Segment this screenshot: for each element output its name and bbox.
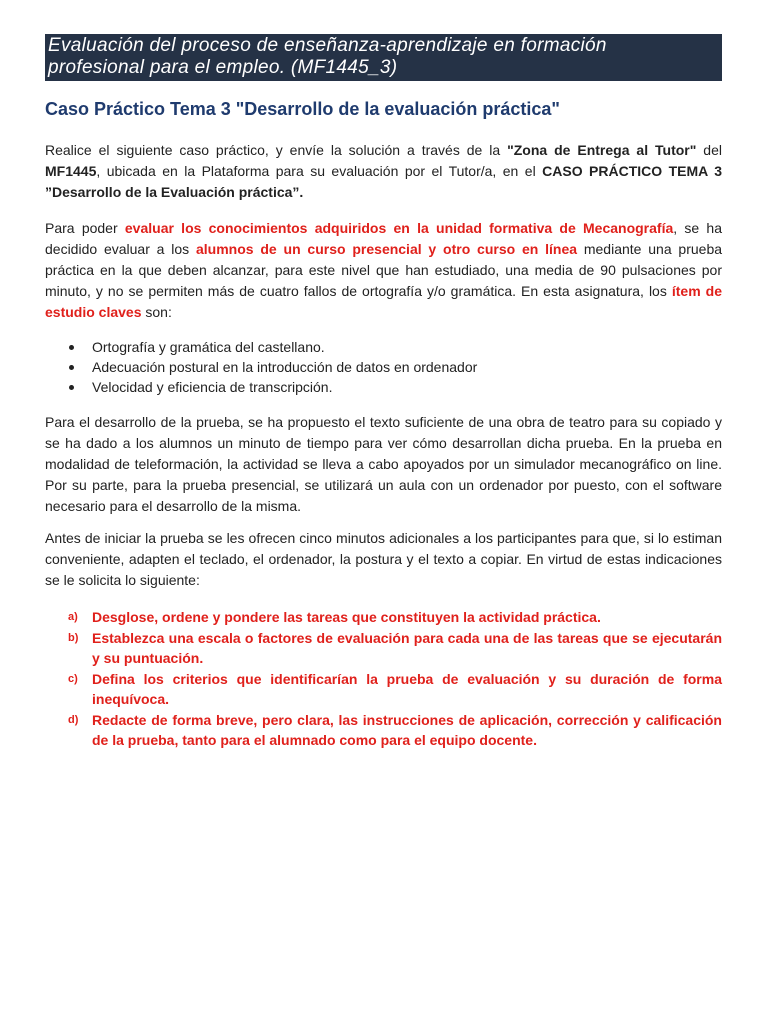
intro-text-3: , ubicada en la Plataforma para su evaluación por el Tutor/a, en el bbox=[96, 163, 543, 179]
task-text: Defina los criterios que identificarían la prueba de evaluación y su duración de forma inequívoca. bbox=[92, 670, 722, 707]
task-text: Redacte de forma breve, pero clara, las instrucciones de aplicación, corrección y calificación de la prueba, tanto para el alumnado como para el equipo docente. bbox=[92, 711, 722, 748]
key-items-list bbox=[45, 337, 722, 397]
bullet-icon bbox=[69, 385, 74, 390]
context-paragraph bbox=[45, 218, 722, 323]
context-highlight-3: ítem de estudio claves bbox=[45, 283, 722, 320]
document-page bbox=[45, 34, 722, 751]
bullet-icon bbox=[69, 345, 74, 350]
bullet-icon bbox=[69, 365, 74, 370]
list-item-text: Adecuación postural en la introducción de datos en ordenador bbox=[92, 359, 478, 375]
task-marker: a) bbox=[68, 611, 78, 623]
intro-bold-case: CASO PRÁCTICO TEMA 3 ”Desarrollo de la Evaluación práctica”. bbox=[45, 163, 722, 200]
list-item bbox=[45, 337, 722, 357]
task-text: Desglose, ordene y pondere las tareas que constituyen la actividad práctica. bbox=[92, 609, 601, 625]
task-marker: d) bbox=[68, 713, 79, 726]
page-title: Caso Práctico Tema 3 "Desarrollo de la evaluación práctica" bbox=[45, 99, 560, 119]
list-item-text: Velocidad y eficiencia de transcripción. bbox=[92, 379, 333, 395]
banner-line-1: Evaluación del proceso de enseñanza-aprendizaje en formación bbox=[48, 35, 607, 56]
task-marker: c) bbox=[68, 672, 78, 685]
intro-text-2: del bbox=[696, 142, 722, 158]
context-text-1: Para poder bbox=[45, 220, 125, 236]
preamble-paragraph: Antes de iniciar la prueba se les ofrecen cinco minutos adicionales a los participantes para que, si lo estiman conveniente, adapten el teclado, el ordenador, la postura y el texto a copiar. En virtud de estas indicaciones se le solicita lo siguiente: bbox=[45, 530, 722, 588]
development-paragraph: Para el desarrollo de la prueba, se ha propuesto el texto suficiente de una obra de teatro para su copiado y se ha dado a los alumnos un minuto de tiempo para ver cómo desarrollan dicha prueba. En la prueba en modalidad de teleformación, la actividad se lleva a cabo apoyados por un simulador mecanográfico on line. Por su parte, para la prueba presencial, se utilizará un aula con un ordenador por puesto, con el software necesario para el desarrollo de la misma. bbox=[45, 414, 722, 514]
header-banner bbox=[45, 34, 722, 81]
context-highlight-1: evaluar los conocimientos adquiridos en la unidad formativa de Mecanografía bbox=[124, 220, 674, 236]
intro-bold-module: MF1445 bbox=[45, 163, 97, 179]
context-text-3: mediante una prueba práctica en la que deben alcanzar, para este nivel que han estudiado, una media de 90 pulsaciones por minuto, y no se permiten más de cuatro fallos de ortografía y/o gramática. En esta asignatura, los bbox=[45, 241, 723, 299]
task-marker: b) bbox=[68, 631, 79, 644]
context-highlight-2: alumnos de un curso presencial y otro curso en línea bbox=[196, 241, 578, 257]
list-item bbox=[45, 377, 722, 397]
task-text: Establezca una escala o factores de evaluación para cada una de las tareas que se ejecutarán y su puntuación. bbox=[92, 629, 722, 666]
task-item-b bbox=[45, 628, 722, 669]
intro-text-1: Realice el siguiente caso práctico, y envíe la solución a través de la bbox=[45, 142, 508, 158]
task-list bbox=[45, 607, 722, 751]
intro-paragraph bbox=[45, 140, 722, 203]
task-item-c bbox=[45, 669, 722, 710]
intro-bold-zone: "Zona de Entrega al Tutor" bbox=[507, 142, 697, 158]
task-item-d bbox=[45, 710, 722, 751]
context-text-2: , se ha decidido evaluar a los bbox=[45, 220, 722, 257]
context-text-4: son: bbox=[141, 304, 172, 320]
list-item bbox=[45, 357, 722, 377]
list-item-text: Ortografía y gramática del castellano. bbox=[92, 339, 325, 355]
banner-line-2: profesional para el empleo. (MF1445_3) bbox=[48, 57, 398, 78]
task-item-a bbox=[45, 607, 722, 628]
